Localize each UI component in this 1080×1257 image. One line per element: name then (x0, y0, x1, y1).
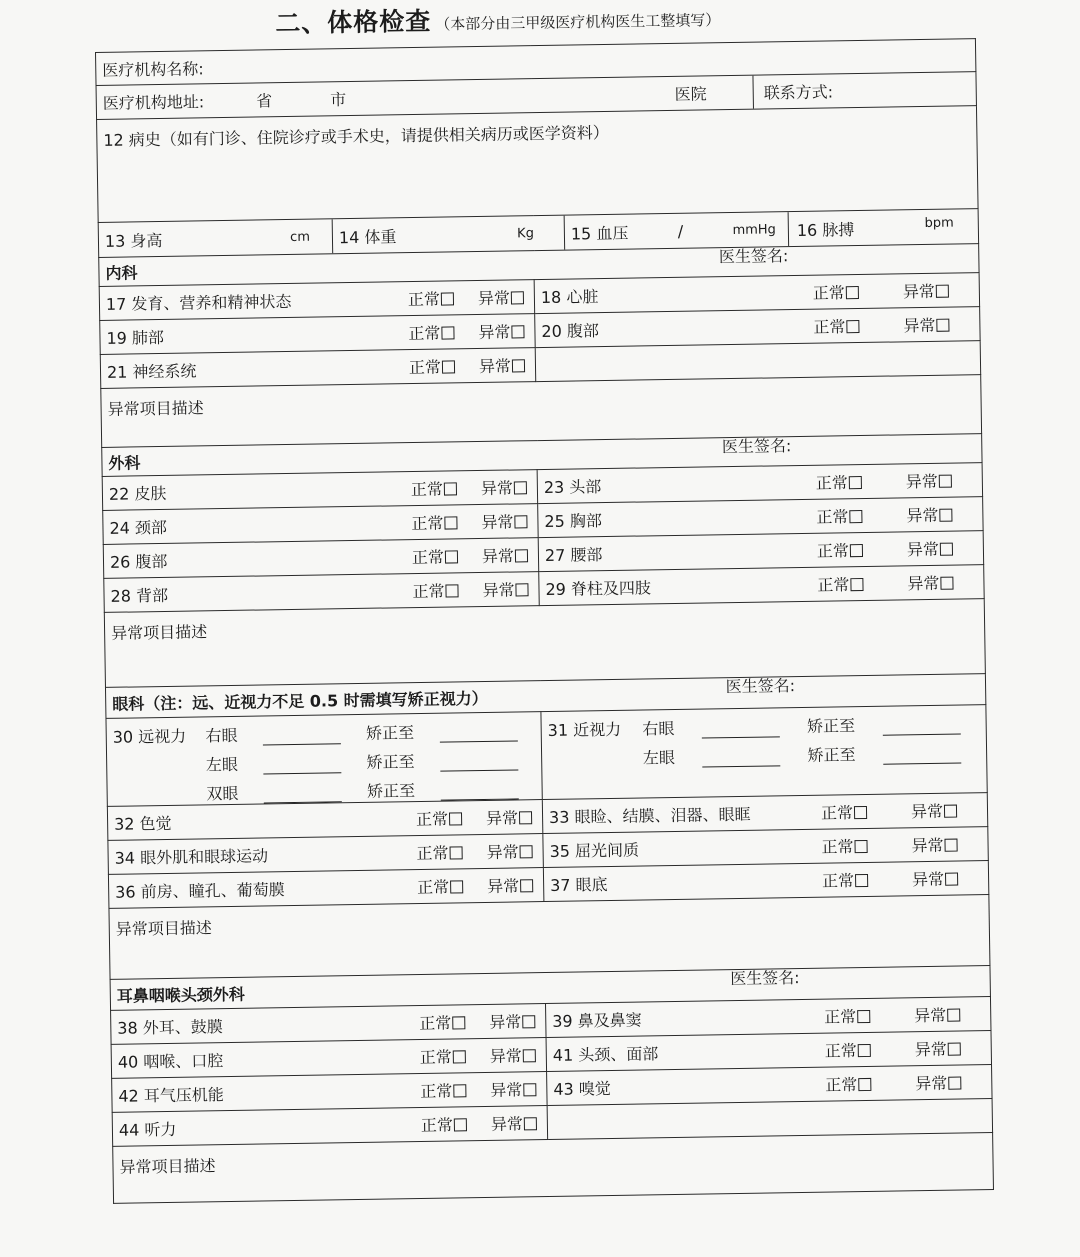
item-label: 43 嗅觉 (553, 1079, 611, 1099)
bp-field[interactable] (565, 212, 790, 250)
internal-signature[interactable] (719, 244, 789, 268)
ent-signature[interactable] (730, 966, 800, 990)
item-label: 42 耳气压机能 (118, 1085, 224, 1106)
normal-checkbox[interactable]: 正常 (412, 544, 458, 568)
normal-checkbox[interactable]: 正常 (411, 476, 457, 500)
far-left-input[interactable] (263, 756, 341, 774)
signature-label: 医生签名: (730, 968, 800, 989)
height-field[interactable] (99, 219, 334, 257)
item-label: 35 屈光间质 (549, 840, 640, 861)
title-main: 二、体格检查 (275, 6, 432, 38)
item-label: 37 眼底 (549, 875, 608, 895)
abnormal-checkbox[interactable]: 异常 (486, 805, 532, 829)
abnormal-checkbox[interactable]: 异常 (914, 1003, 960, 1027)
item-label: 32 色觉 (113, 813, 172, 834)
corrected-label: 矫正至 (807, 745, 856, 765)
abnormal-checkbox[interactable]: 异常 (911, 799, 957, 823)
weight-label: 14 体重 (338, 226, 397, 247)
desc-label: 异常项目描述 (115, 918, 212, 939)
desc-label: 异常项目描述 (119, 1156, 216, 1177)
far-both-input[interactable] (264, 785, 342, 803)
item-label: 22 皮肤 (108, 483, 167, 504)
address-label: 医疗机构地址: (102, 92, 205, 113)
desc-label: 异常项目描述 (107, 398, 204, 419)
item-label: 21 神经系统 (106, 361, 197, 382)
eye-title: 眼科（注：远、近视力不足 0.5 时需填写矫正视力） (112, 688, 488, 714)
normal-checkbox[interactable]: 正常 (408, 320, 454, 344)
abnormal-checkbox[interactable]: 异常 (478, 319, 524, 343)
item-label: 24 颈部 (109, 517, 168, 538)
item-label: 33 眼睑、结膜、泪器、眼眶 (548, 804, 751, 827)
near-vision-label: 31 近视力 (547, 719, 622, 740)
abnormal-checkbox[interactable]: 异常 (479, 353, 525, 377)
normal-checkbox[interactable]: 正常 (824, 1004, 870, 1028)
abnormal-checkbox[interactable]: 异常 (906, 503, 952, 527)
item-label: 27 腰部 (544, 545, 603, 565)
normal-checkbox[interactable]: 正常 (822, 868, 868, 892)
signature-label: 医生签名: (718, 246, 789, 267)
normal-checkbox[interactable]: 正常 (419, 1010, 465, 1034)
city-label: 市 (330, 90, 347, 110)
internal-title: 内科 (105, 262, 138, 283)
normal-checkbox[interactable]: 正常 (816, 504, 862, 528)
surgery-signature[interactable] (722, 434, 792, 458)
abnormal-checkbox[interactable]: 异常 (486, 839, 532, 863)
normal-checkbox[interactable]: 正常 (416, 806, 462, 830)
item-label: 44 听力 (118, 1119, 177, 1140)
normal-checkbox[interactable]: 正常 (411, 510, 457, 534)
near-left-input[interactable] (702, 749, 780, 767)
abnormal-checkbox[interactable]: 异常 (490, 1077, 536, 1101)
abnormal-checkbox[interactable]: 异常 (481, 509, 527, 533)
item-label: 23 头部 (543, 477, 602, 498)
item-label: 41 头颈、面部 (552, 1044, 659, 1065)
normal-checkbox[interactable]: 正常 (816, 470, 862, 494)
normal-checkbox[interactable]: 正常 (817, 572, 863, 596)
weight-field[interactable] (333, 216, 566, 254)
item-label: 34 眼外肌和眼球运动 (114, 846, 269, 868)
institution-name-label: 医疗机构名称: (102, 58, 204, 80)
far-right-corrected-input[interactable] (439, 724, 517, 742)
item-label: 26 腹部 (109, 551, 168, 572)
normal-checkbox[interactable]: 正常 (825, 1038, 871, 1062)
right-eye-label: 右眼 (205, 725, 238, 746)
item-label: 36 前房、瞳孔、葡萄膜 (115, 880, 285, 902)
far-vision-field (106, 712, 542, 807)
pulse-field[interactable] (789, 215, 978, 241)
pulse-unit: bpm (924, 215, 954, 231)
far-vision-label: 30 远视力 (112, 726, 187, 747)
item-label: 29 脊柱及四肢 (545, 578, 652, 599)
page-title (275, 0, 721, 40)
normal-checkbox[interactable]: 正常 (813, 314, 859, 338)
normal-checkbox[interactable]: 正常 (813, 280, 859, 304)
history-label: 12 病史（如有门诊、住院诊疗或手术史，请提供相关病历或医学资料） (103, 122, 609, 150)
weight-unit: Kg (517, 225, 535, 241)
both-eyes-label: 双眼 (206, 783, 239, 804)
history-field[interactable] (97, 106, 979, 223)
abnormal-checkbox[interactable]: 异常 (912, 867, 958, 891)
abnormal-checkbox[interactable]: 异常 (490, 1043, 536, 1067)
abnormal-checkbox[interactable]: 异常 (487, 873, 533, 897)
item-label: 20 腹部 (541, 321, 600, 342)
item-label: 40 咽喉、口腔 (117, 1051, 224, 1072)
item-label: 38 外耳、鼓膜 (117, 1017, 223, 1038)
normal-checkbox[interactable]: 正常 (821, 834, 867, 858)
normal-checkbox[interactable]: 正常 (420, 1078, 466, 1102)
title-subtitle: （本部分由三甲级医疗机构医生工整填写） (435, 11, 721, 34)
abnormal-checkbox[interactable]: 异常 (907, 537, 953, 561)
normal-checkbox[interactable]: 正常 (416, 840, 462, 864)
normal-checkbox[interactable]: 正常 (825, 1072, 871, 1096)
hospital-label: 医院 (674, 84, 707, 104)
surgery-abnormal-description[interactable] (104, 599, 985, 688)
far-left-corrected-input[interactable] (440, 753, 518, 771)
desc-label: 异常项目描述 (110, 622, 208, 643)
signature-label: 医生签名: (721, 436, 792, 457)
item-label: 39 鼻及鼻窦 (552, 1010, 642, 1031)
bp-label: 15 血压 (570, 223, 629, 244)
item-label: 19 肺部 (106, 327, 165, 348)
normal-checkbox[interactable]: 正常 (420, 1044, 466, 1068)
abnormal-checkbox[interactable]: 异常 (482, 577, 528, 601)
item-label: 17 发育、营养和精神状态 (105, 291, 292, 314)
normal-checkbox[interactable]: 正常 (408, 286, 454, 310)
near-right-input[interactable] (702, 720, 780, 738)
abnormal-checkbox[interactable]: 异常 (906, 469, 952, 493)
abnormal-checkbox[interactable]: 异常 (907, 571, 953, 595)
exam-form (95, 38, 993, 1204)
height-unit: cm (289, 229, 311, 245)
abnormal-checkbox[interactable]: 异常 (478, 285, 524, 309)
bp-unit: mmHg (732, 221, 776, 238)
abnormal-checkbox[interactable]: 异常 (915, 1037, 961, 1061)
abnormal-checkbox[interactable]: 异常 (482, 543, 528, 567)
contact-field[interactable] (754, 79, 834, 103)
normal-checkbox[interactable]: 正常 (409, 354, 455, 378)
normal-checkbox[interactable]: 正常 (421, 1112, 467, 1136)
surgery-title: 外科 (108, 452, 141, 473)
contact-label: 联系方式: (763, 82, 834, 103)
height-label: 13 身高 (104, 230, 163, 251)
normal-checkbox[interactable]: 正常 (821, 800, 867, 824)
far-right-input[interactable] (263, 727, 341, 745)
abnormal-checkbox[interactable]: 异常 (489, 1009, 535, 1033)
item-label: 25 胸部 (544, 511, 603, 531)
near-left-corrected-input[interactable] (883, 746, 961, 764)
item-label: 28 背部 (110, 585, 169, 606)
normal-checkbox[interactable]: 正常 (412, 578, 458, 602)
corrected-label: 矫正至 (366, 752, 415, 772)
abnormal-checkbox[interactable]: 异常 (481, 475, 527, 499)
bp-separator: / (677, 221, 684, 241)
abnormal-checkbox[interactable]: 异常 (903, 279, 949, 303)
near-right-corrected-input[interactable] (882, 717, 960, 735)
far-both-corrected-input[interactable] (440, 782, 518, 800)
abnormal-checkbox[interactable]: 异常 (903, 313, 949, 337)
near-vision-field (541, 705, 987, 800)
signature-label: 医生签名: (725, 676, 796, 697)
abnormal-checkbox[interactable]: 异常 (491, 1111, 537, 1135)
corrected-label: 矫正至 (366, 781, 416, 801)
pulse-label: 16 脉搏 (796, 219, 855, 240)
normal-checkbox[interactable]: 正常 (817, 538, 863, 562)
abnormal-checkbox[interactable]: 异常 (911, 833, 957, 857)
right-eye-label: 右眼 (642, 718, 675, 739)
corrected-label: 矫正至 (365, 723, 415, 743)
normal-checkbox[interactable]: 正常 (417, 874, 463, 898)
left-eye-label: 左眼 (205, 754, 239, 775)
eye-signature[interactable] (725, 674, 795, 698)
left-eye-label: 左眼 (642, 747, 676, 768)
ent-title: 耳鼻咽喉头颈外科 (116, 984, 245, 1006)
corrected-label: 矫正至 (806, 716, 856, 736)
abnormal-checkbox[interactable]: 异常 (915, 1071, 961, 1095)
item-label: 18 心脏 (540, 287, 599, 308)
province-label: 省 (256, 91, 273, 111)
